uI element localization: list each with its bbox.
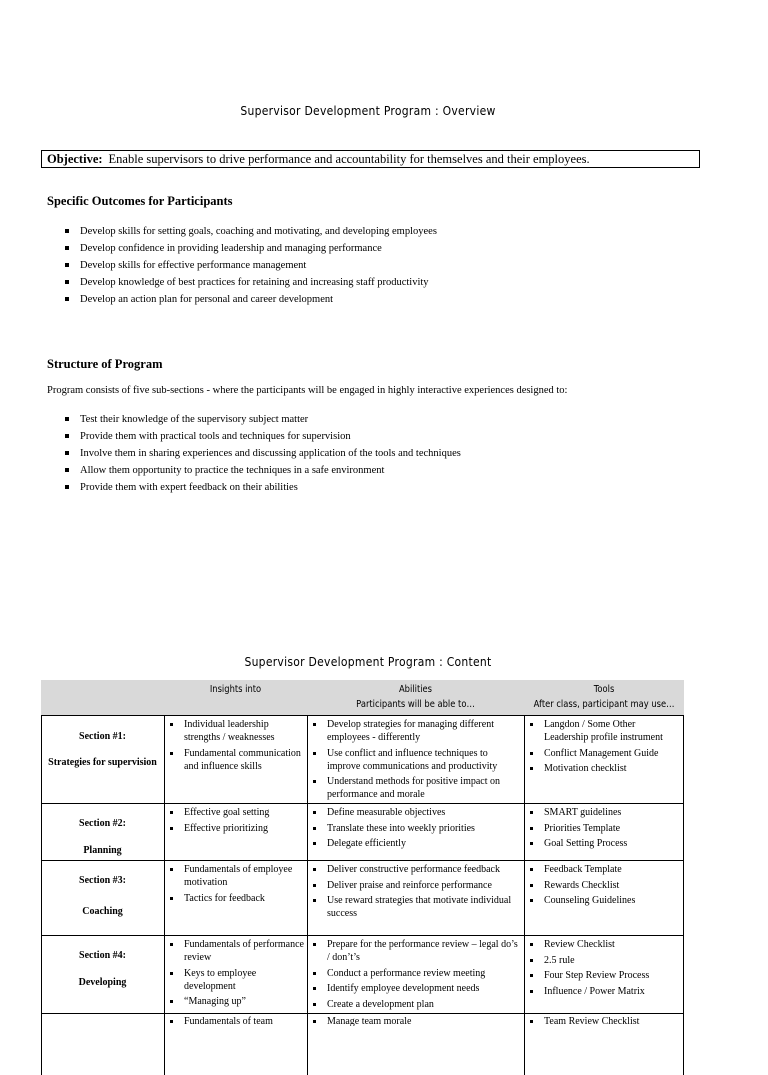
abilities-list <box>307 718 522 804</box>
insights-list <box>164 1015 307 1026</box>
insights-list <box>164 863 307 907</box>
list-item: Translate these into weekly priorities <box>307 822 522 835</box>
insights-list <box>164 806 307 837</box>
list-item: Fundamentals of team <box>164 1015 307 1026</box>
abilities-list <box>307 1015 522 1026</box>
list-item: Allow them opportunity to practice the techniques in a safe environment <box>63 462 461 479</box>
list-item: Delegate efficiently <box>307 837 522 850</box>
list-item: 2.5 rule <box>524 954 682 967</box>
list-item: Fundamental communication and influence skills <box>164 747 307 773</box>
list-item: Effective goal setting <box>164 806 307 819</box>
abilities-list <box>307 938 522 1013</box>
table-row <box>41 803 684 861</box>
table-header <box>41 680 684 715</box>
list-item: SMART guidelines <box>524 806 682 819</box>
section-label: Section #1: Strategies for supervision <box>48 731 157 768</box>
table-row <box>41 715 684 804</box>
list-item: Deliver praise and reinforce performance <box>307 879 522 892</box>
insights-list <box>164 938 307 1011</box>
list-item: Langdon / Some Other Leadership profile instrument <box>524 718 682 744</box>
list-item: Use reward strategies that motivate individual success <box>307 894 522 920</box>
list-item: Goal Setting Process <box>524 837 682 850</box>
header-insights: Insights into <box>209 684 262 695</box>
list-item: Four Step Review Process <box>524 969 682 982</box>
list-item: Conflict Management Guide <box>524 747 682 760</box>
structure-intro: Program consists of five sub-sections - where the participants will be engaged in highly interactive experiences designed to: <box>47 385 568 396</box>
list-item: Rewards Checklist <box>524 879 682 892</box>
list-item: Develop skills for setting goals, coaching and motivating, and developing employees <box>63 223 437 240</box>
list-item: Develop confidence in providing leadership and managing performance <box>63 240 437 257</box>
list-item: Team Review Checklist <box>524 1015 682 1026</box>
table-row <box>41 935 684 1014</box>
abilities-list <box>307 863 522 923</box>
list-item: Deliver constructive performance feedback <box>307 863 522 876</box>
list-item: Provide them with practical tools and techniques for supervision <box>63 428 461 445</box>
tools-list <box>524 863 682 910</box>
tools-list <box>524 1015 682 1026</box>
list-item: Counseling Guidelines <box>524 894 682 907</box>
list-item: Feedback Template <box>524 863 682 876</box>
list-item: Effective prioritizing <box>164 822 307 835</box>
header-tools: Tools After class, participant may use… <box>533 684 675 710</box>
list-item: Provide them with expert feedback on their abilities <box>63 479 461 496</box>
list-item: Use conflict and influence techniques to improve communications and productivity <box>307 747 522 773</box>
table-row <box>41 860 684 936</box>
list-item: Understand methods for positive impact on performance and morale <box>307 775 522 801</box>
structure-heading: Structure of Program <box>47 357 163 371</box>
tools-list <box>524 718 682 778</box>
list-item: Conduct a performance review meeting <box>307 967 522 980</box>
list-item: Identify employee development needs <box>307 982 522 995</box>
list-item: “Managing up” <box>164 995 307 1008</box>
abilities-list <box>307 806 522 853</box>
outcomes-list <box>63 223 437 308</box>
list-item: Tactics for feedback <box>164 892 307 905</box>
objective-label: Objective: <box>47 152 103 166</box>
list-item: Influence / Power Matrix <box>524 985 682 998</box>
overview-title: Supervisor Development Program : Overview <box>240 104 496 118</box>
structure-list <box>63 411 461 496</box>
list-item: Develop strategies for managing different employees - differently <box>307 718 522 744</box>
list-item: Involve them in sharing experiences and discussing application of the tools and techniques <box>63 445 461 462</box>
list-item: Develop an action plan for personal and career development <box>63 291 437 308</box>
tools-list <box>524 938 682 1000</box>
content-title: Supervisor Development Program : Content <box>244 655 492 669</box>
list-item: Fundamentals of performance review <box>164 938 307 964</box>
list-item: Develop knowledge of best practices for retaining and increasing staff productivity <box>63 274 437 291</box>
list-item: Review Checklist <box>524 938 682 951</box>
list-item: Manage team morale <box>307 1015 522 1026</box>
insights-list <box>164 718 307 775</box>
tools-list <box>524 806 682 853</box>
list-item: Define measurable objectives <box>307 806 522 819</box>
section-label: Section #3: Coaching <box>79 875 126 917</box>
header-abilities: Abilities Participants will be able to… <box>356 684 475 710</box>
outcomes-heading: Specific Outcomes for Participants <box>47 194 233 208</box>
list-item: Motivation checklist <box>524 762 682 775</box>
list-item: Individual leadership strengths / weaknesses <box>164 718 307 744</box>
section-label: Section #2: Planning <box>79 818 126 856</box>
list-item: Priorities Template <box>524 822 682 835</box>
list-item: Create a development plan <box>307 998 522 1011</box>
objective-text: Enable supervisors to drive performance and accountability for themselves and their employees. <box>108 152 590 166</box>
list-item: Keys to employee development <box>164 967 307 993</box>
list-item: Test their knowledge of the supervisory subject matter <box>63 411 461 428</box>
section-label: Section #4: Developing <box>78 950 127 988</box>
list-item: Develop skills for effective performance management <box>63 257 437 274</box>
table-row <box>41 1013 684 1026</box>
list-item: Fundamentals of employee motivation <box>164 863 307 889</box>
list-item: Prepare for the performance review – legal do’s / don’t’s <box>307 938 522 964</box>
objective-box <box>41 150 700 168</box>
